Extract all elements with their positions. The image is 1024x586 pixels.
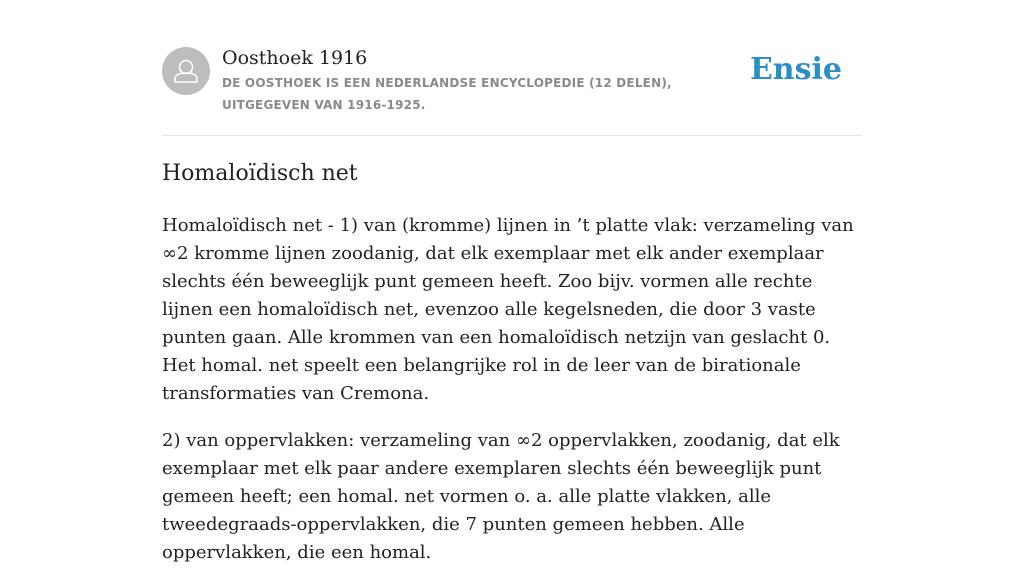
user-icon bbox=[162, 47, 210, 95]
ensie-logo-link[interactable]: Ensie bbox=[749, 52, 842, 87]
source-header bbox=[162, 46, 862, 118]
entry-body bbox=[162, 212, 866, 586]
entry-paragraph-2: 2) van oppervlakken: verzameling van ∞2 oppervlakken, zoodanig, dat elk exemplaar met elk paar andere exemplaren slechts één beweeglijk punt gemeen heeft; een homal. net vormen o. a. alle platte vlakken, alle tweedegraads-oppervlakken, die 7 punten gemeen hebben. Alle oppervlakken, die een homal. bbox=[162, 430, 840, 563]
header-divider bbox=[162, 135, 862, 136]
entry-title: Homaloïdisch net bbox=[162, 161, 358, 186]
avatar[interactable] bbox=[162, 47, 210, 95]
source-description: DE OOSTHOEK IS EEN NEDERLANDSE ENCYCLOPEDIE (12 DELEN), UITGEGEVEN VAN 1916-1925. bbox=[222, 76, 672, 112]
source-title[interactable]: Oosthoek 1916 bbox=[222, 47, 368, 69]
entry-paragraph-1: Homaloïdisch net - 1) van (kromme) lijnen in ’t platte vlak: verzameling van ∞2 kromme lijnen zoodanig, dat elk exemplaar met elk ander exemplaar slechts één beweeglijk punt gemeen heeft. Zoo bijv. vormen alle rechte lijnen een homaloïdisch net, evenzoo alle kegelsneden, die door 3 vaste punten gaan. Alle krommen van een homaloïdisch netzijn van geslacht 0. Het homal. net speelt een belangrijke rol in de leer van de birationale transformaties van Cremona. bbox=[162, 215, 854, 404]
